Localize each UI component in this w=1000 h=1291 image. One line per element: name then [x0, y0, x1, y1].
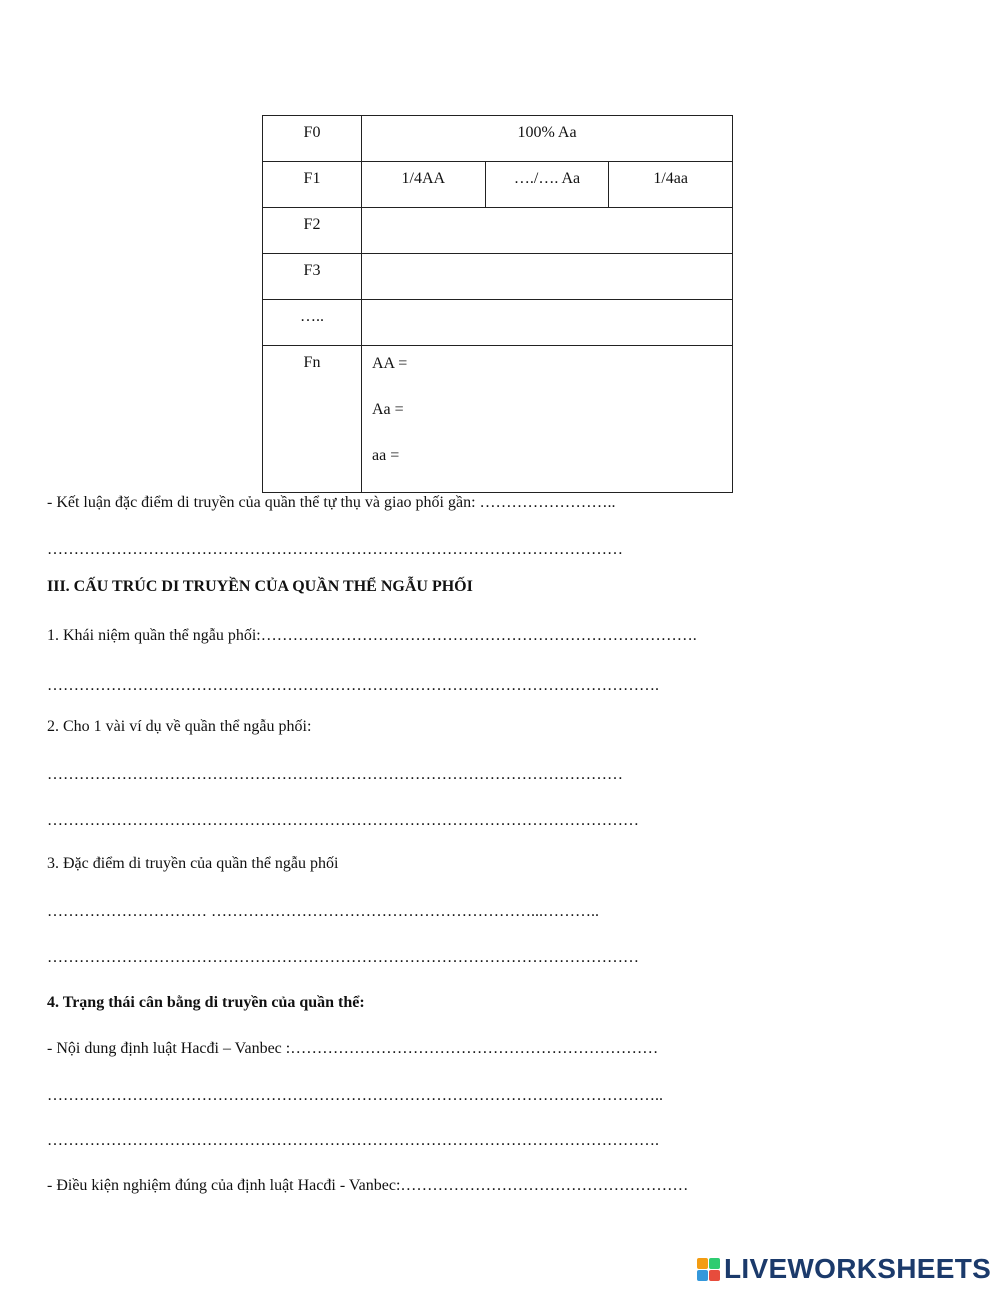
f1-aa-dominant: 1/4AA	[362, 162, 486, 208]
hardy-weinberg-conditions-line: - Điều kiện nghiệm đúng của định luật Hacđi - Vanbec:………………………………………………	[47, 1177, 689, 1194]
genotype-table	[262, 115, 733, 493]
answer-line[interactable]: …………………………………………………………………………………………………….	[47, 1132, 659, 1149]
fn-content	[362, 346, 733, 493]
section-heading-iii: III. CẤU TRÚC DI TRUYỀN CỦA QUẦN THỂ NGẪU PHỐI	[47, 578, 473, 595]
hardy-weinberg-content-line: - Nội dung định luật Hacđi – Vanbec :……………………………………………………………	[47, 1040, 659, 1057]
table-row-fn	[263, 346, 733, 493]
logo-tile	[709, 1258, 720, 1269]
logo-text: LIVEWORKSHEETS	[724, 1253, 992, 1284]
question-1-line: 1. Khái niệm quần thể ngẫu phối:……………………………………………………………………….	[47, 627, 697, 644]
gen-label: F0	[263, 116, 362, 162]
gen-label: F3	[263, 254, 362, 300]
gen-label: Fn	[263, 346, 362, 493]
conclusion-line: - Kết luận đặc điểm di truyền của quần thể tự thụ và giao phối gần: ……………………..	[47, 494, 616, 511]
ellipsis-content[interactable]	[362, 300, 733, 346]
liveworksheets-logo	[697, 1252, 991, 1286]
f3-content[interactable]	[362, 254, 733, 300]
fn-aa-recessive: aa =	[372, 447, 400, 464]
table-row-f1	[263, 162, 733, 208]
fn-aa-dominant: AA =	[372, 355, 408, 372]
question-3-line: 3. Đặc điểm di truyền của quần thể ngẫu phối	[47, 855, 339, 872]
logo-tile	[697, 1270, 708, 1281]
logo-mark-icon	[697, 1258, 720, 1281]
fn-aa-hetero: Aa =	[372, 401, 404, 418]
logo-tile	[697, 1258, 708, 1269]
table-row-f0	[263, 116, 733, 162]
f0-content: 100% Aa	[362, 116, 733, 162]
logo-tile	[709, 1270, 720, 1281]
answer-line[interactable]: ……………………………………………………………………………………………………..	[47, 1087, 663, 1104]
table-row-ellipsis	[263, 300, 733, 346]
answer-line[interactable]: …………………………………………………………………………………………………….	[47, 677, 659, 694]
answer-line[interactable]: …………………………………………………………………………………………………	[47, 949, 639, 966]
answer-line[interactable]: ………………………………………………………………………………………………	[47, 541, 623, 558]
answer-line[interactable]: ………………………………………………………………………………………………	[47, 766, 623, 783]
question-2-line: 2. Cho 1 vài ví dụ về quần thể ngẫu phối:	[47, 718, 312, 735]
answer-line[interactable]: …………………………………………………………………………………………………	[47, 812, 639, 829]
f1-aa-hetero: …./…. Aa	[485, 162, 609, 208]
f1-aa-recessive: 1/4aa	[609, 162, 733, 208]
gen-label: F1	[263, 162, 362, 208]
table-row-f2	[263, 208, 733, 254]
gen-label: …..	[263, 300, 362, 346]
answer-line[interactable]: ………………………… ……………………………………………………...………..	[47, 903, 599, 920]
f2-content[interactable]	[362, 208, 733, 254]
gen-label: F2	[263, 208, 362, 254]
question-4-heading: 4. Trạng thái cân bằng di truyền của quần thể:	[47, 994, 365, 1011]
table-row-f3	[263, 254, 733, 300]
